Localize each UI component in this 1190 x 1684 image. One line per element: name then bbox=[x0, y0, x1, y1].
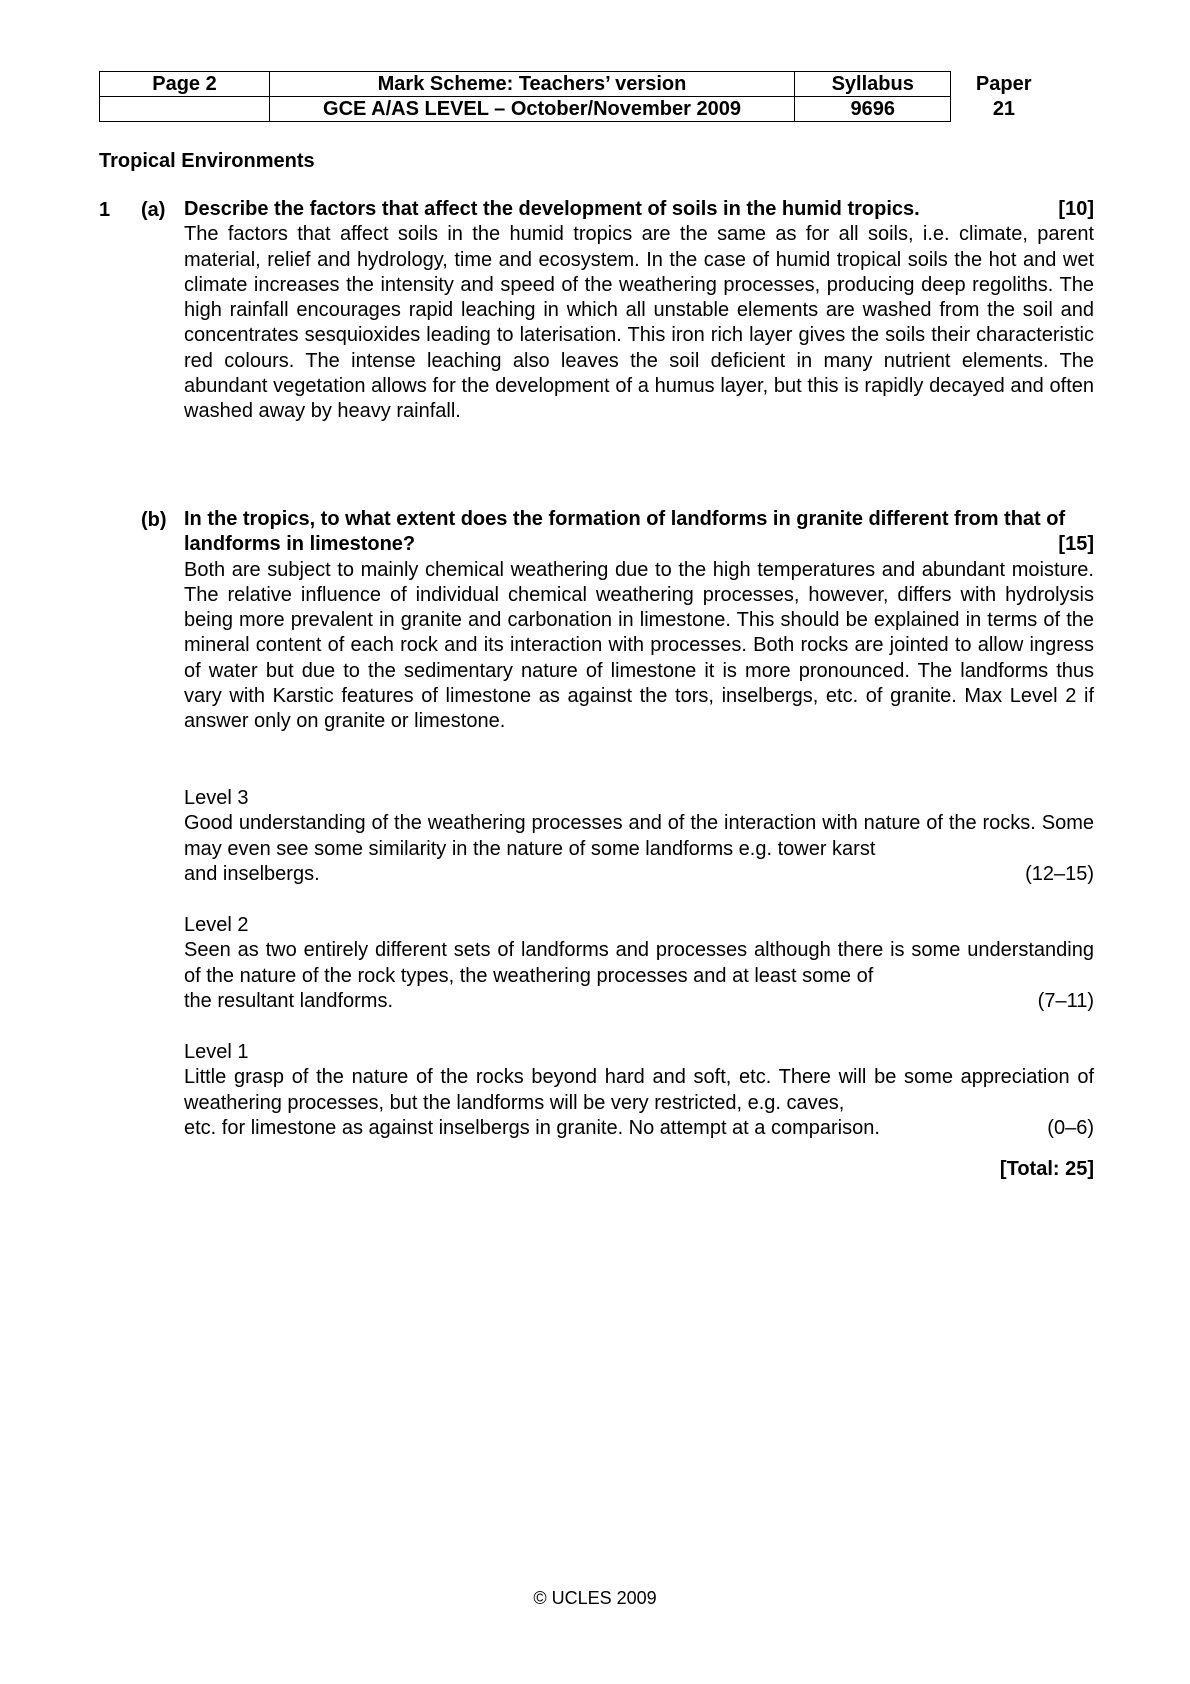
section-title: Tropical Environments bbox=[99, 150, 315, 172]
question-number: 1 bbox=[99, 199, 111, 221]
level-1-mark-range: (0–6) bbox=[1047, 1116, 1094, 1139]
part-a-answer: The factors that affect soils in the humid tropics are the same as for all soils, i.e. climate, parent material, relief and hydrology, time and ecosystem. In the case of humid tropical soils the hot and wet climate increases the intensity and speed of the weathering processes, producing deep regoliths. The high rainfall encourages rapid leaching in which all unstable elements are washed from the soil and concentrates sesquioxides leading to laterisation. This iron rich layer gives the soils their characteristic red colours. The intense leaching also leaves the soil deficient in many nutrient elements. The abundant vegetation allows for the development of a humus layer, but this is rapidly decayed and often washed away by heavy rainfall. bbox=[184, 223, 1094, 423]
syllabus-label: Syllabus bbox=[795, 72, 951, 97]
level-2-description: Seen as two entirely different sets of landforms and processes although there is some understanding of the nature of the rock types, the weathering processes and at least some of bbox=[184, 939, 1094, 987]
total-marks: [Total: 25] bbox=[999, 1158, 1094, 1180]
empty-cell bbox=[100, 97, 270, 122]
page-number: Page 2 bbox=[100, 72, 270, 97]
level-3-mark-range: (12–15) bbox=[1025, 862, 1094, 885]
paper-label: Paper bbox=[975, 73, 1032, 95]
part-b-label: (b) bbox=[141, 509, 167, 531]
header-table bbox=[99, 71, 1057, 122]
level-3-block bbox=[184, 786, 1094, 887]
part-b-marks: [15] bbox=[1058, 533, 1094, 555]
level-1-label: Level 1 bbox=[184, 1041, 249, 1063]
part-a-block bbox=[184, 197, 1094, 425]
level-2-last-line bbox=[184, 989, 1094, 1014]
level-1-description-end: etc. for limestone as against inselbergs in granite. No attempt at a comparison. bbox=[184, 1116, 880, 1139]
part-a-question-text: Describe the factors that affect the development of soils in the humid tropics. bbox=[184, 198, 920, 220]
part-b-question-text: In the tropics, to what extent does the formation of landforms in granite different from that of landforms in limestone? bbox=[184, 508, 1066, 556]
level-2-label: Level 2 bbox=[184, 914, 249, 936]
syllabus-code: 9696 bbox=[795, 97, 951, 122]
level-3-description: Good understanding of the weathering processes and of the interaction with nature of the rocks. Some may even see some similarity in the nature of some landforms e.g. tower karst bbox=[184, 812, 1094, 860]
level-1-description: Little grasp of the nature of the rocks beyond hard and soft, etc. There will be some appreciation of weathering processes, but the landforms will be very restricted, e.g. caves, bbox=[184, 1066, 1094, 1114]
level-2-mark-range: (7–11) bbox=[1037, 989, 1094, 1012]
part-a-marks: [10] bbox=[1058, 198, 1094, 220]
part-a-question bbox=[184, 197, 1094, 222]
level-3-description-end: and inselbergs. bbox=[184, 862, 320, 885]
paper-number: 21 bbox=[992, 98, 1016, 120]
part-a-label: (a) bbox=[141, 199, 166, 221]
part-b-answer: Both are subject to mainly chemical weathering due to the high temperatures and abundant moisture. The relative influence of individual chemical weathering processes, however, differs with hydrolysis being more prevalent in granite and carbonation in limestone. This should be explained in terms of the mineral content of each rock and its interaction with processes. Both rocks are jointed to allow ingress of water but due to the sedimentary nature of limestone it is more pronounced. The landforms thus vary with Karstic features of limestone as against the tors, inselbergs, etc. of granite. Max Level 2 if answer only on granite or limestone. bbox=[184, 558, 1094, 733]
level-3-label: Level 3 bbox=[184, 787, 249, 809]
part-b-block bbox=[184, 507, 1094, 735]
level-2-description-end: the resultant landforms. bbox=[184, 989, 393, 1012]
level-1-last-line bbox=[184, 1116, 1094, 1141]
part-b-question bbox=[184, 507, 1094, 558]
exam-session: GCE A/AS LEVEL – October/November 2009 bbox=[269, 97, 794, 122]
level-1-block bbox=[184, 1040, 1094, 1141]
level-2-block bbox=[184, 913, 1094, 1014]
level-3-last-line bbox=[184, 862, 1094, 887]
document-title: Mark Scheme: Teachers’ version bbox=[269, 72, 794, 97]
copyright-footer: © UCLES 2009 bbox=[533, 1588, 657, 1608]
